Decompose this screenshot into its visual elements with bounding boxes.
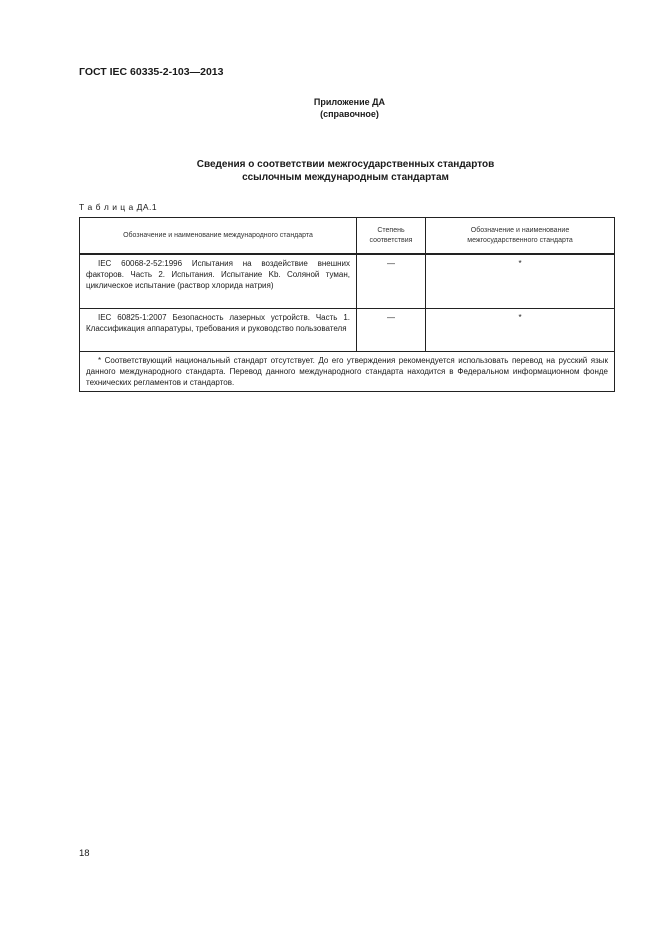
page-number: 18 xyxy=(79,848,90,859)
heading-line-1: Сведения о соответствии межгосударственных стандартов xyxy=(196,159,495,170)
heading-line-2: ссылочным международным стандартам xyxy=(242,172,449,183)
header-interstate-standard xyxy=(426,218,615,255)
table-row xyxy=(80,309,615,352)
degree-cell: — xyxy=(357,309,426,352)
header-degree-line-2: соответствия xyxy=(369,236,413,244)
annex-title: Приложение ДА xyxy=(313,97,386,107)
international-standard-cell: IEC 60825-1:2007 Безопасность лазерных устройств. Часть 1. Классификация аппаратуры, требования и руководство пользователя xyxy=(80,309,357,352)
header-international-standard: Обозначение и наименование международного стандарта xyxy=(80,218,357,255)
table-row xyxy=(80,254,615,309)
document-code: ГОСТ IEC 60335-2-103—2013 xyxy=(79,66,224,78)
header-degree-line-1: Степень xyxy=(377,226,405,234)
header-interstate-line-1: Обозначение и наименование xyxy=(470,226,570,234)
annex-block xyxy=(0,96,661,121)
annex-subtitle: (справочное) xyxy=(320,109,379,119)
interstate-standard-cell: * xyxy=(426,254,615,309)
header-degree xyxy=(357,218,426,255)
correspondence-table xyxy=(79,217,615,392)
section-heading xyxy=(0,158,661,184)
interstate-standard-cell: * xyxy=(426,309,615,352)
header-interstate-line-2: межгосударственного стандарта xyxy=(467,236,573,244)
table-footnote-row xyxy=(80,352,615,392)
international-standard-cell: IEC 60068-2-52:1996 Испытания на воздействие внешних факторов. Часть 2. Испытания. Испытание Kb. Соляной туман, циклическое испытание (раствор хлорида натрия) xyxy=(80,254,357,309)
table-footnote: * Соответствующий национальный стандарт отсутствует. До его утверждения рекомендуется использовать перевод на русский язык данного международного стандарта. Перевод данного международного стандарта находится в Федеральном информационном фонде технических регламентов и стандартов. xyxy=(80,352,615,392)
degree-cell: — xyxy=(357,254,426,309)
table-caption: Т а б л и ц а ДА.1 xyxy=(79,202,158,212)
table-header-row xyxy=(80,218,615,255)
